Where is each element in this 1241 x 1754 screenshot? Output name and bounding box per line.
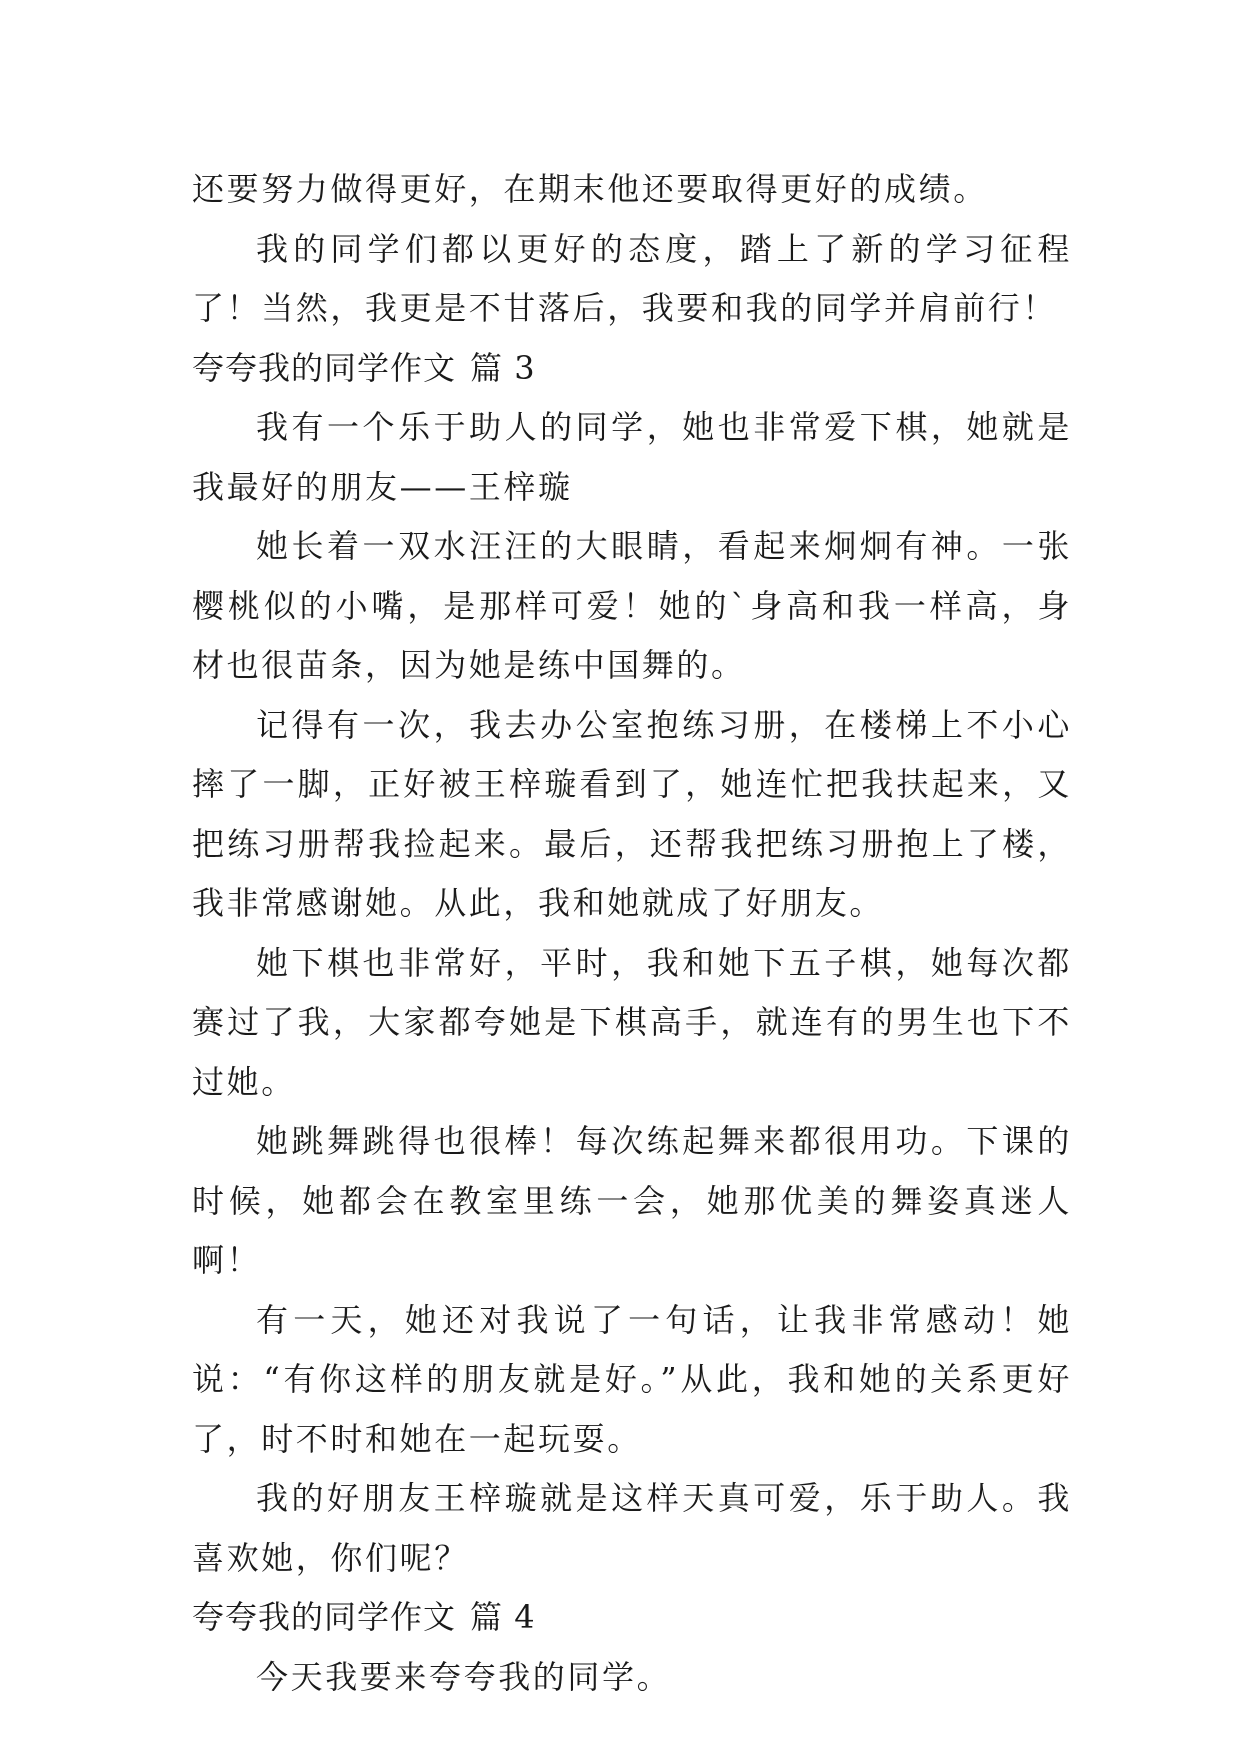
paragraph: 还要努力做得更好，在期末他还要取得更好的成绩。 xyxy=(192,170,988,208)
paragraph: 她跳舞跳得也很棒！每次练起舞来都很用功。下课的时候，她都会在教室里练一会，她那优美的舞姿真迷人啊！ xyxy=(192,1122,1072,1279)
paragraph: 我有一个乐于助人的同学，她也非常爱下棋，她就是我最好的朋友——王梓璇 xyxy=(192,408,1072,506)
paragraph: 我的好朋友王梓璇就是这样天真可爱，乐于助人。我喜欢她，你们呢？ xyxy=(192,1479,1072,1577)
section-heading xyxy=(192,1588,1072,1648)
paragraph: 她下棋也非常好，平时，我和她下五子棋，她每次都赛过了我，大家都夸她是下棋高手，就连有的男生也下不过她。 xyxy=(192,943,1072,1101)
section-heading-title: 夸夸我的同学作文 xyxy=(192,1598,457,1636)
section-heading-title: 夸夸我的同学作文 xyxy=(192,348,457,387)
paragraph: 今天我要来夸夸我的同学。 xyxy=(256,1657,672,1696)
document-body xyxy=(192,160,1072,1707)
section-heading xyxy=(192,339,1072,399)
paragraph: 记得有一次，我去办公室抱练习册，在楼梯上不小心摔了一脚，正好被王梓璇看到了，她连忙把我扶起来，又把练习册帮我捡起来。最后，还帮我把练习册抱上了楼，我非常感谢她。从此，我和她就成了好朋友。 xyxy=(192,705,1072,922)
paragraph: 她长着一双水汪汪的大眼睛，看起来炯炯有神。一张樱桃似的小嘴，是那样可爱！她的`身高和我一样高，身材也很苗条，因为她是练中国舞的。 xyxy=(192,527,1072,684)
section-heading-number: 篇 3 xyxy=(470,348,536,387)
paragraph: 有一天，她还对我说了一句话，让我非常感动！她说：“有你这样的朋友就是好。”从此，我和她的关系更好了，时不时和她在一起玩耍。 xyxy=(192,1300,1072,1458)
paragraph: 我的同学们都以更好的态度，踏上了新的学习征程了！当然，我更是不甘落后，我要和我的同学并肩前行！ xyxy=(192,229,1072,327)
section-heading-number: 篇 4 xyxy=(470,1598,536,1636)
